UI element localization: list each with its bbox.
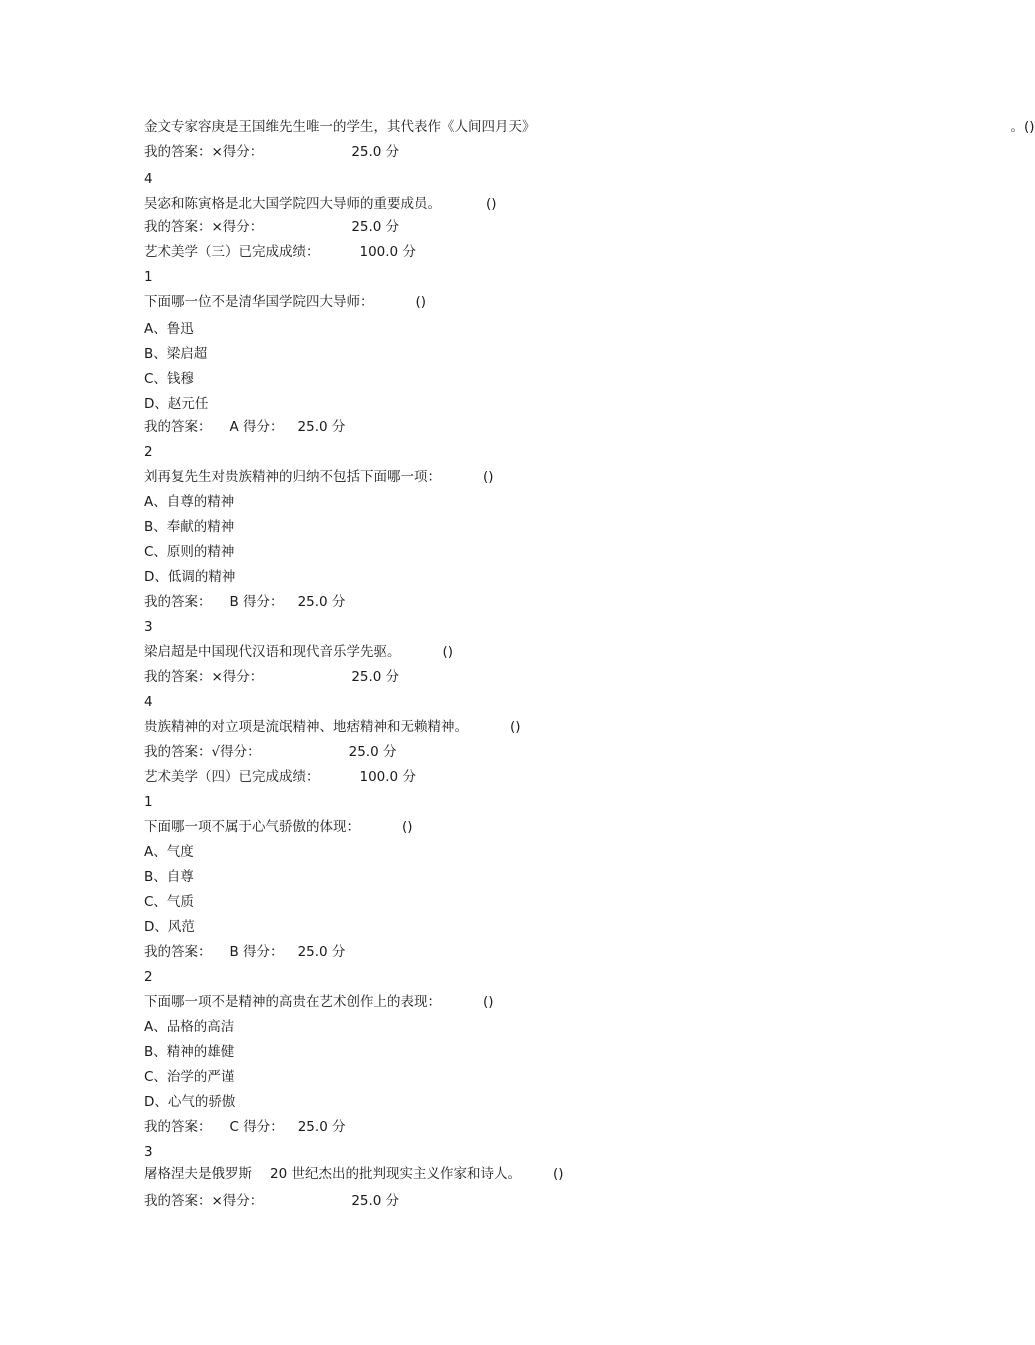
line-question-text bbox=[144, 816, 413, 838]
line-question-number bbox=[144, 966, 153, 988]
line-question-text bbox=[144, 291, 426, 313]
option-part: C、气质 bbox=[144, 894, 194, 910]
answer-part: 我的答案： bbox=[144, 1119, 212, 1135]
line-answer bbox=[144, 1190, 399, 1212]
answer-part: 我的答案： bbox=[144, 944, 212, 960]
line-question-number bbox=[144, 168, 153, 190]
answer-part: 我的答案：√得分： bbox=[144, 744, 261, 760]
line-option bbox=[144, 491, 234, 513]
answer-part: C 得分： bbox=[229, 1119, 284, 1135]
question-text-part: () bbox=[483, 994, 494, 1010]
question-text-part: 金文专家容庚是王国维先生唯一的学生，其代表作《人间四月天》 bbox=[144, 119, 536, 135]
question-text-part: 刘再复先生对贵族精神的归纳不包括下面哪一项： bbox=[144, 469, 441, 485]
question-text-part: 下面哪一项不是精神的高贵在艺术创作上的表现： bbox=[144, 994, 441, 1010]
answer-part: 我的答案：×得分： bbox=[144, 219, 264, 235]
question-text-part: 下面哪一项不属于心气骄傲的体现： bbox=[144, 819, 360, 835]
line-question-text bbox=[144, 716, 521, 738]
line-answer bbox=[144, 741, 396, 763]
line-question-number bbox=[144, 266, 153, 288]
question-number-part: 4 bbox=[144, 171, 153, 187]
section-header-part: 艺术美学（四）已完成成绩： bbox=[144, 769, 320, 785]
answer-part: 25.0 分 bbox=[297, 944, 346, 960]
line-option bbox=[144, 841, 194, 863]
line-option bbox=[144, 566, 235, 588]
answer-part: 25.0 分 bbox=[351, 144, 400, 160]
option-part: C、钱穆 bbox=[144, 371, 194, 387]
option-part: B、精神的雄健 bbox=[144, 1044, 235, 1060]
line-answer bbox=[144, 416, 345, 438]
answer-part: 我的答案： bbox=[144, 419, 212, 435]
line-option bbox=[144, 368, 194, 390]
line-answer bbox=[144, 941, 345, 963]
question-number-part: 2 bbox=[144, 969, 153, 985]
answer-part: A 得分： bbox=[229, 419, 284, 435]
question-text-part: () bbox=[402, 819, 413, 835]
question-text-part: 下面哪一位不是清华国学院四大导师： bbox=[144, 294, 374, 310]
section-header-part: 100.0 分 bbox=[359, 244, 416, 260]
question-number-part: 3 bbox=[144, 619, 153, 635]
question-text-part: () bbox=[483, 469, 494, 485]
answer-part: 我的答案：×得分： bbox=[144, 669, 264, 685]
question-text-part: 吴宓和陈寅格是北大国学院四大导师的重要成员。 bbox=[144, 196, 441, 212]
line-option bbox=[144, 916, 195, 938]
answer-part: B 得分： bbox=[229, 594, 284, 610]
line-section-header bbox=[144, 241, 416, 263]
line-answer bbox=[144, 591, 345, 613]
line-option bbox=[144, 541, 234, 563]
question-text-part: 20 世纪杰出的批判现实主义作家和诗人。 bbox=[270, 1166, 521, 1182]
question-text-part: () bbox=[552, 1166, 564, 1182]
line-question-number bbox=[144, 691, 153, 713]
answer-part: B 得分： bbox=[229, 944, 284, 960]
line-question-number bbox=[144, 1141, 153, 1163]
question-text-part: 贵族精神的对立项是流氓精神、地痞精神和无赖精神。 bbox=[144, 719, 468, 735]
line-option bbox=[144, 343, 207, 365]
line-option bbox=[144, 1041, 234, 1063]
line-answer bbox=[144, 1116, 346, 1138]
line-answer bbox=[144, 666, 399, 688]
line-option bbox=[144, 1016, 234, 1038]
line-question-number bbox=[144, 616, 153, 638]
answer-part: 我的答案：×得分： bbox=[144, 1193, 264, 1209]
answer-part: 25.0 分 bbox=[297, 594, 346, 610]
option-part: B、梁启超 bbox=[144, 346, 208, 362]
question-text-part: () bbox=[415, 294, 427, 310]
answer-part: 25.0 分 bbox=[348, 744, 397, 760]
option-part: D、赵元任 bbox=[144, 396, 209, 412]
option-part: B、自尊 bbox=[144, 869, 194, 885]
question-number-part: 1 bbox=[144, 269, 153, 285]
answer-part: 25.0 分 bbox=[351, 669, 400, 685]
line-option bbox=[144, 866, 194, 888]
line-answer bbox=[144, 216, 399, 238]
option-part: D、心气的骄傲 bbox=[144, 1094, 236, 1110]
option-part: D、风范 bbox=[144, 919, 195, 935]
question-text-part: () bbox=[510, 719, 521, 735]
line-option bbox=[144, 393, 208, 415]
line-question-number bbox=[144, 441, 153, 463]
line-question-number bbox=[144, 791, 153, 813]
line-question-text bbox=[144, 641, 453, 663]
answer-part: 25.0 分 bbox=[351, 219, 400, 235]
option-part: B、奉献的精神 bbox=[144, 519, 235, 535]
option-part: A、鲁迅 bbox=[144, 321, 194, 337]
answer-part: 25.0 分 bbox=[351, 1193, 400, 1209]
line-option bbox=[144, 516, 234, 538]
answer-part: 25.0 分 bbox=[297, 1119, 346, 1135]
line-question-text bbox=[144, 466, 494, 488]
line-option bbox=[144, 891, 194, 913]
answer-part: 我的答案：×得分： bbox=[144, 144, 264, 160]
line-section-header bbox=[144, 766, 416, 788]
option-part: C、治学的严谨 bbox=[144, 1069, 235, 1085]
question-number-part: 4 bbox=[144, 694, 153, 710]
question-number-part: 1 bbox=[144, 794, 153, 810]
line-option bbox=[144, 1066, 234, 1088]
option-part: A、自尊的精神 bbox=[144, 494, 235, 510]
question-text-part: () bbox=[442, 644, 454, 660]
answer-part: 我的答案： bbox=[144, 594, 212, 610]
question-text-part: 屠格涅夫是俄罗斯 bbox=[144, 1166, 252, 1182]
section-header-part: 艺术美学（三）已完成成绩： bbox=[144, 244, 320, 260]
answer-part: 25.0 分 bbox=[297, 419, 346, 435]
line-answer bbox=[144, 141, 399, 163]
line-question-text bbox=[144, 116, 1035, 138]
question-number-part: 3 bbox=[144, 1144, 153, 1160]
section-header-part: 100.0 分 bbox=[359, 769, 416, 785]
question-text-part: 。() bbox=[1010, 119, 1035, 135]
option-part: A、品格的高洁 bbox=[144, 1019, 235, 1035]
line-option bbox=[144, 318, 194, 340]
line-option bbox=[144, 1091, 235, 1113]
question-text-part: () bbox=[486, 196, 497, 212]
question-number-part: 2 bbox=[144, 444, 153, 460]
line-question-text bbox=[144, 1163, 564, 1185]
option-part: D、低调的精神 bbox=[144, 569, 236, 585]
line-question-text bbox=[144, 991, 494, 1013]
question-text-part: 梁启超是中国现代汉语和现代音乐学先驱。 bbox=[144, 644, 401, 660]
line-question-text bbox=[144, 193, 497, 215]
option-part: A、气度 bbox=[144, 844, 194, 860]
option-part: C、原则的精神 bbox=[144, 544, 235, 560]
